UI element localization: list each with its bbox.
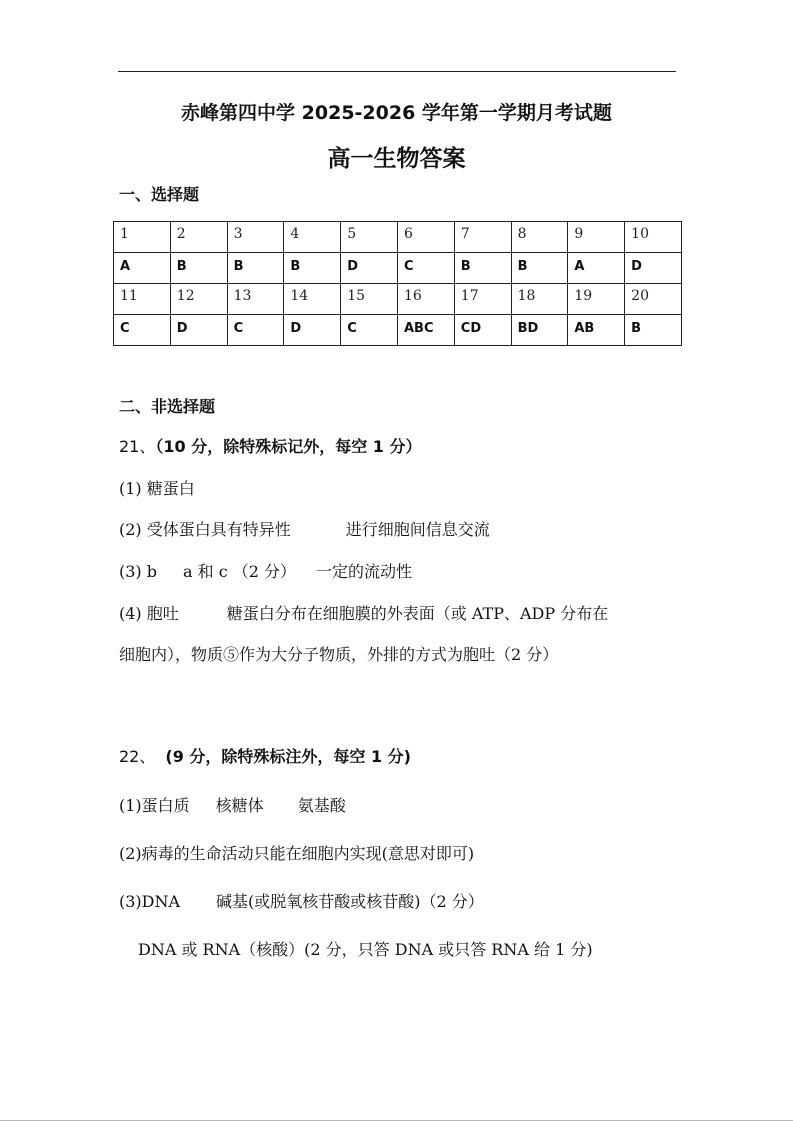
q21-answer-3c: 一定的流动性 xyxy=(316,562,413,581)
question-number: 9 xyxy=(568,222,625,253)
subject-title: 高一生物答案 xyxy=(327,146,466,172)
q22-answer-1b: 核糖体 xyxy=(215,796,264,815)
question-number: 16 xyxy=(397,284,454,315)
answer-key: D xyxy=(284,315,341,346)
school-title: 赤峰第四中学 2025-2026 学年第一学期月考试题 xyxy=(181,102,612,124)
answer-key: B xyxy=(511,253,568,284)
q22-answer-1 xyxy=(119,793,346,816)
question-number: 10 xyxy=(625,222,682,253)
question-number: 17 xyxy=(454,284,511,315)
q21-answer-4 xyxy=(119,601,608,624)
question-number: 7 xyxy=(454,222,511,253)
q21-answer-4b: 糖蛋白分布在细胞膜的外表面（或 ATP、ADP 分布在 xyxy=(226,604,609,623)
table-row xyxy=(114,315,682,346)
answer-key: D xyxy=(341,253,398,284)
question-number: 11 xyxy=(114,284,171,315)
q22-answer-1c: 氨基酸 xyxy=(297,796,346,815)
q22-note: (9 分，除特殊标注外，每空 1 分) xyxy=(165,747,411,766)
q22-number: 22、 xyxy=(119,747,156,766)
section2-heading: 二、非选择题 xyxy=(119,397,216,416)
question-number: 15 xyxy=(341,284,398,315)
answer-key: B xyxy=(454,253,511,284)
answer-key: B xyxy=(625,315,682,346)
table-row xyxy=(114,222,682,253)
answer-key: A xyxy=(568,253,625,284)
answer-table xyxy=(113,221,682,346)
q21-answer-1: (1) 糖蛋白 xyxy=(119,479,195,498)
q22-answer-2: (2)病毒的生命活动只能在细胞内实现(意思对即可) xyxy=(119,844,475,863)
table-row xyxy=(114,284,682,315)
answer-key: D xyxy=(625,253,682,284)
q21-answer-2b: 进行细胞间信息交流 xyxy=(345,520,490,539)
answer-key: C xyxy=(227,315,284,346)
q21-answer-2a: (2) 受体蛋白具有特异性 xyxy=(119,520,291,539)
page-edge xyxy=(0,1120,793,1121)
question-number: 2 xyxy=(170,222,227,253)
q22-answer-3 xyxy=(119,889,484,912)
answer-key: C xyxy=(397,253,454,284)
q21-answer-4-cont: 细胞内），物质⑤作为大分子物质，外排的方式为胞吐（2 分） xyxy=(119,645,559,664)
question-number: 3 xyxy=(227,222,284,253)
answer-key: B xyxy=(227,253,284,284)
question-number: 14 xyxy=(284,284,341,315)
answer-key: ABC xyxy=(397,315,454,346)
q21-answer-3b: a 和 c （2 分） xyxy=(183,562,297,581)
answer-key: AB xyxy=(568,315,625,346)
question-number: 13 xyxy=(227,284,284,315)
q22-answer-3-cont: DNA 或 RNA（核酸）(2 分，只答 DNA 或只答 RNA 给 1 分) xyxy=(138,940,593,959)
q21-answer-2 xyxy=(119,517,490,540)
question-number: 20 xyxy=(625,284,682,315)
q21-answer-3 xyxy=(119,559,412,582)
answer-key: A xyxy=(114,253,171,284)
answer-key: D xyxy=(170,315,227,346)
question-number: 8 xyxy=(511,222,568,253)
q21-answer-3a: (3) b xyxy=(119,562,157,581)
question-number: 5 xyxy=(341,222,398,253)
table-row xyxy=(114,253,682,284)
answer-key: C xyxy=(114,315,171,346)
answer-key: B xyxy=(284,253,341,284)
q22-answer-3b: 碱基(或脱氧核苷酸或核苷酸)（2 分） xyxy=(216,892,484,911)
question-number: 6 xyxy=(397,222,454,253)
answer-key: C xyxy=(341,315,398,346)
question-number: 19 xyxy=(568,284,625,315)
question-number: 18 xyxy=(511,284,568,315)
answer-key: B xyxy=(170,253,227,284)
q21-number: 21、 xyxy=(119,437,156,456)
answer-key: CD xyxy=(454,315,511,346)
question-number: 12 xyxy=(170,284,227,315)
answer-key: BD xyxy=(511,315,568,346)
question-number: 1 xyxy=(114,222,171,253)
q22-answer-1a: (1)蛋白质 xyxy=(119,796,190,815)
q21-note: （10 分，除特殊标记外，每空 1 分） xyxy=(155,437,422,456)
q22-answer-3a: (3)DNA xyxy=(119,892,181,911)
question-number: 4 xyxy=(284,222,341,253)
header-rule xyxy=(118,71,676,72)
q21-header xyxy=(119,434,422,457)
section1-heading: 一、选择题 xyxy=(119,185,200,204)
q22-header xyxy=(119,744,411,767)
q21-answer-4a: (4) 胞吐 xyxy=(119,604,179,623)
